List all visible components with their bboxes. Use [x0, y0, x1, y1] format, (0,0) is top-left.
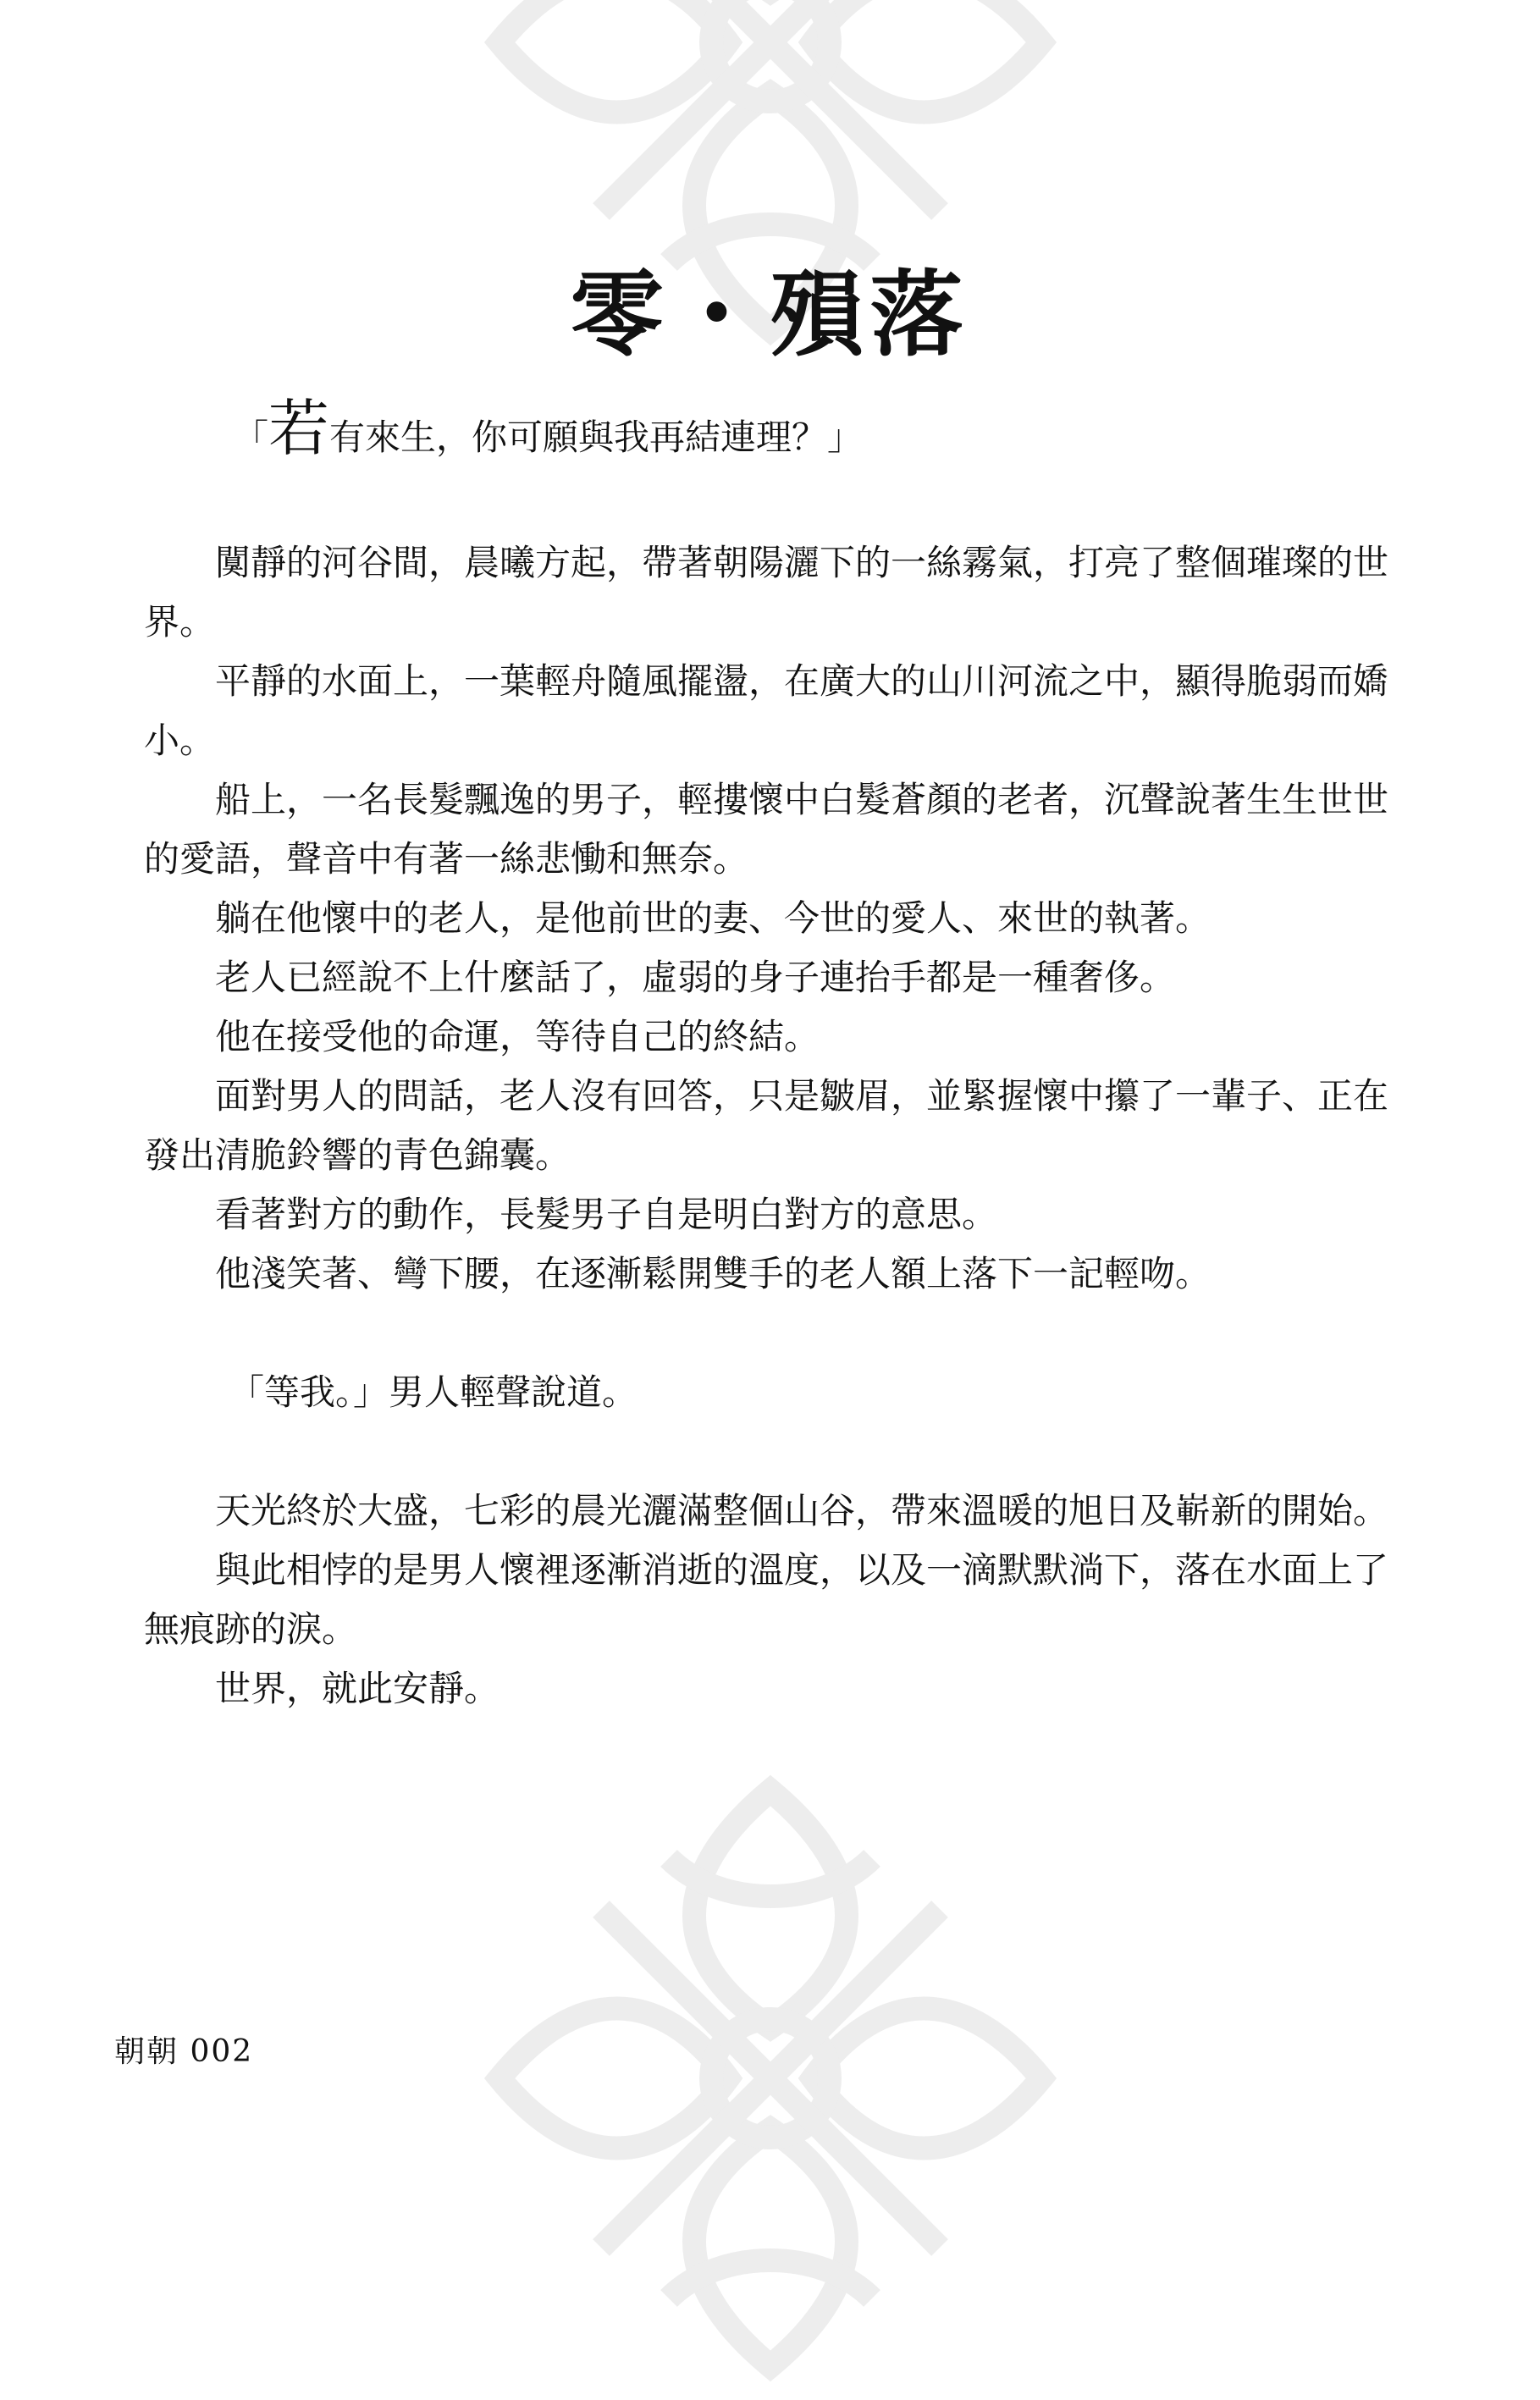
epigraph [233, 393, 864, 464]
chapter-body [144, 533, 1414, 1719]
paragraph: 他淺笑著、彎下腰，在逐漸鬆開雙手的老人額上落下一記輕吻。 [215, 1253, 1212, 1294]
paragraph: 與此相悖的是男人懷裡逐漸消逝的溫度，以及一滴默默淌下，落在水面上了無痕跡的淚。 [144, 1549, 1389, 1650]
paragraph: 闃靜的河谷間，晨曦方起，帶著朝陽灑下的一絲霧氣，打亮了整個璀璨的世界。 [144, 542, 1389, 643]
paragraph: 他在接受他的命運，等待自己的終結。 [215, 1016, 820, 1057]
paragraph: 天光終於大盛，七彩的晨光灑滿整個山谷，帶來溫暖的旭日及嶄新的開始。 [215, 1490, 1389, 1531]
epigraph-dropcap: 若 [268, 393, 330, 464]
dialogue-line: 「等我。」男人輕聲說道。 [229, 1371, 638, 1413]
chapter-title: 零・殞落 [570, 259, 970, 369]
paragraph: 平靜的水面上，一葉輕舟隨風擺盪，在廣大的山川河流之中，顯得脆弱而嬌小。 [144, 660, 1389, 761]
ornament-bottom-icon [474, 1757, 1067, 2400]
paragraph: 世界，就此安靜。 [215, 1668, 500, 1709]
paragraph: 船上，一名長髮飄逸的男子，輕摟懷中白髮蒼顏的老者，沉聲說著生生世世的愛語，聲音中有著一絲悲慟和無奈。 [144, 779, 1389, 880]
paragraph: 面對男人的問話，老人沒有回答，只是皺眉，並緊握懷中攥了一輩子、正在發出清脆鈴響的青色錦囊。 [144, 1075, 1389, 1176]
epigraph-text: 有來生，你可願與我再結連理？」 [329, 417, 864, 458]
paragraph: 老人已經說不上什麼話了，虛弱的身子連抬手都是一種奢侈。 [215, 957, 1176, 998]
epigraph-open-quote: 「 [233, 417, 269, 458]
page-footer: 朝朝 002 [114, 2034, 254, 2069]
paragraph: 躺在他懷中的老人，是他前世的妻、今世的愛人、來世的執著。 [215, 897, 1212, 939]
paragraph: 看著對方的動作，長髮男子自是明白對方的意思。 [215, 1194, 998, 1235]
